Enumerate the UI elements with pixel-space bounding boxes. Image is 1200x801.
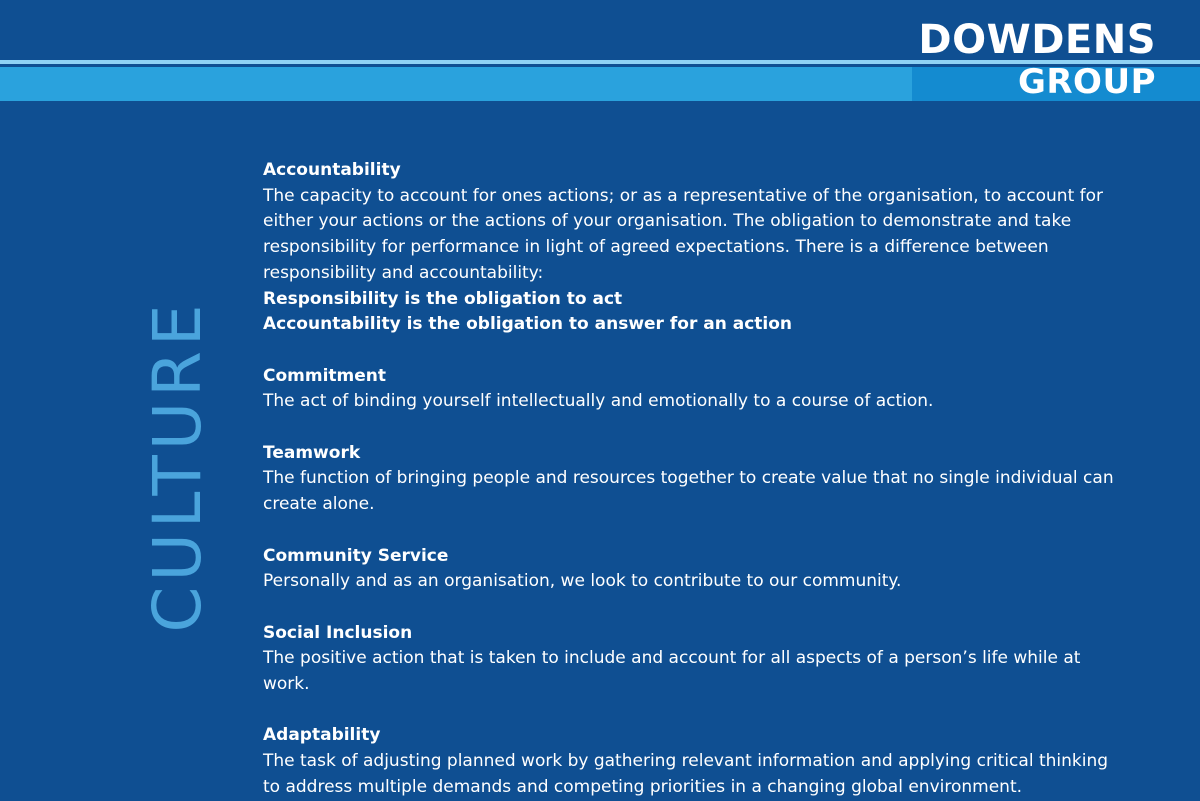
value-definition: Personally and as an organisation, we look to contribute to our community. [263, 571, 902, 592]
value-note: Responsibility is the obligation to act [263, 288, 623, 309]
logo-wordmark-sub: GROUP [1017, 62, 1156, 102]
value-definition: The function of bringing people and resources together to create value that no single individual can create alone. [263, 468, 1114, 515]
value-note: Accountability is the obligation to answer for an action [263, 314, 793, 335]
value-term: Teamwork [263, 442, 361, 463]
value-definition: The positive action that is taken to include and account for all aspects of a person’s life while at work. [263, 648, 1081, 694]
value-term: Community Service [263, 545, 449, 566]
value-term: Adaptability [263, 725, 381, 746]
logo-wordmark-main: DOWDENS [918, 17, 1156, 63]
value-section-commitment [263, 364, 1123, 415]
side-heading: CULTURE [139, 299, 216, 633]
company-logo [912, 18, 1156, 100]
value-section-community-service [263, 544, 1123, 595]
values-list [263, 158, 1123, 801]
value-definition: The capacity to account for ones actions; or as a representative of the organisation, to account for either your actions or the actions of your organisation. The obligation to demonstrate and take responsibility for performance in light of agreed expectations. There is a difference between responsibility and accountability: [263, 185, 1104, 283]
value-term: Commitment [263, 365, 387, 386]
value-definition: The act of binding yourself intellectually and emotionally to a course of action. [263, 391, 934, 412]
value-definition: The task of adjusting planned work by gathering relevant information and applying critical thinking to address multiple demands and competing priorities in a changing global environment. [263, 751, 1109, 797]
value-section-adaptability [263, 723, 1123, 800]
value-section-teamwork [263, 441, 1123, 518]
value-section-social-inclusion [263, 621, 1123, 698]
value-term: Accountability [263, 160, 401, 180]
value-section-accountability [263, 158, 1123, 338]
value-term: Social Inclusion [263, 622, 413, 643]
